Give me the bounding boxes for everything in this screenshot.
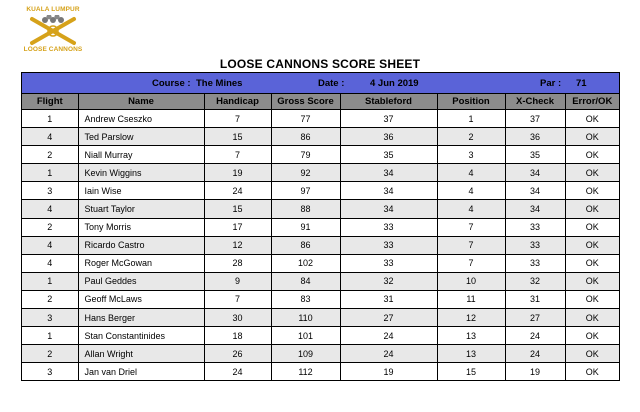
cell-handicap: 24 <box>204 182 271 200</box>
cell-x-check: 33 <box>505 254 565 272</box>
cell-handicap: 7 <box>204 146 271 164</box>
logo-top-text: KUALA LUMPUR <box>26 6 80 13</box>
cell-flight: 3 <box>22 309 78 327</box>
cell-error-ok: OK <box>565 146 619 164</box>
cell-flight: 4 <box>22 128 78 146</box>
cell-handicap: 18 <box>204 327 271 345</box>
table-row <box>22 200 619 218</box>
par-label: Par : <box>540 78 562 89</box>
cell-handicap: 28 <box>204 254 271 272</box>
cell-handicap: 7 <box>204 110 271 128</box>
cell-handicap: 7 <box>204 290 271 308</box>
cell-gross-score: 92 <box>271 164 340 182</box>
cell-error-ok: OK <box>565 236 619 254</box>
score-sheet <box>21 72 620 381</box>
cell-position: 15 <box>437 363 505 381</box>
cell-position: 7 <box>437 254 505 272</box>
cell-error-ok: OK <box>565 182 619 200</box>
cell-x-check: 34 <box>505 182 565 200</box>
cell-x-check: 33 <box>505 218 565 236</box>
cell-error-ok: OK <box>565 290 619 308</box>
cell-x-check: 32 <box>505 272 565 290</box>
cell-handicap: 15 <box>204 200 271 218</box>
cell-flight: 1 <box>22 327 78 345</box>
cell-stableford: 36 <box>340 128 437 146</box>
table-row <box>22 309 619 327</box>
table-row <box>22 236 619 254</box>
cell-position: 7 <box>437 218 505 236</box>
cell-x-check: 36 <box>505 128 565 146</box>
cell-x-check: 27 <box>505 309 565 327</box>
score-table-body <box>22 110 619 381</box>
cell-x-check: 35 <box>505 146 565 164</box>
page-title: LOOSE CANNONS SCORE SHEET <box>219 57 421 71</box>
cell-position: 3 <box>437 146 505 164</box>
cell-position: 4 <box>437 182 505 200</box>
table-row <box>22 254 619 272</box>
cell-name: Stuart Taylor <box>78 200 204 218</box>
cell-stableford: 35 <box>340 146 437 164</box>
cell-handicap: 15 <box>204 128 271 146</box>
cell-error-ok: OK <box>565 110 619 128</box>
cell-stableford: 24 <box>340 327 437 345</box>
cell-flight: 4 <box>22 236 78 254</box>
cell-handicap: 9 <box>204 272 271 290</box>
column-header-handicap: Handicap <box>204 94 271 110</box>
cell-name: Hans Berger <box>78 309 204 327</box>
table-row <box>22 146 619 164</box>
cell-error-ok: OK <box>565 254 619 272</box>
cell-position: 2 <box>437 128 505 146</box>
table-row <box>22 290 619 308</box>
cell-error-ok: OK <box>565 200 619 218</box>
cell-flight: 2 <box>22 290 78 308</box>
cell-error-ok: OK <box>565 128 619 146</box>
cell-handicap: 30 <box>204 309 271 327</box>
cell-stableford: 19 <box>340 363 437 381</box>
cell-gross-score: 110 <box>271 309 340 327</box>
cell-flight: 1 <box>22 164 78 182</box>
cell-stableford: 34 <box>340 182 437 200</box>
cell-position: 1 <box>437 110 505 128</box>
cell-position: 7 <box>437 236 505 254</box>
cell-gross-score: 86 <box>271 128 340 146</box>
cell-stableford: 33 <box>340 254 437 272</box>
cell-flight: 3 <box>22 182 78 200</box>
logo-bottom-text: LOOSE CANNONS <box>23 46 83 53</box>
cell-stableford: 37 <box>340 110 437 128</box>
cell-x-check: 34 <box>505 200 565 218</box>
crossed-cannons-icon <box>28 15 78 47</box>
cell-flight: 1 <box>22 110 78 128</box>
table-row <box>22 218 619 236</box>
cell-stableford: 24 <box>340 345 437 363</box>
cell-error-ok: OK <box>565 327 619 345</box>
cell-position: 10 <box>437 272 505 290</box>
column-header-name: Name <box>78 94 204 110</box>
column-header-flight: Flight <box>22 94 78 110</box>
cell-position: 13 <box>437 327 505 345</box>
cell-error-ok: OK <box>565 164 619 182</box>
cell-gross-score: 97 <box>271 182 340 200</box>
cell-gross-score: 88 <box>271 200 340 218</box>
cell-position: 4 <box>437 200 505 218</box>
cell-name: Geoff McLaws <box>78 290 204 308</box>
table-row <box>22 327 619 345</box>
cell-gross-score: 83 <box>271 290 340 308</box>
column-header-position: Position <box>437 94 505 110</box>
cell-x-check: 19 <box>505 363 565 381</box>
cell-flight: 1 <box>22 272 78 290</box>
cell-x-check: 33 <box>505 236 565 254</box>
cell-flight: 4 <box>22 200 78 218</box>
course-label: Course : <box>152 78 191 89</box>
cell-gross-score: 79 <box>271 146 340 164</box>
cell-name: Kevin Wiggins <box>78 164 204 182</box>
cell-name: Roger McGowan <box>78 254 204 272</box>
cell-gross-score: 86 <box>271 236 340 254</box>
cell-x-check: 37 <box>505 110 565 128</box>
cell-gross-score: 101 <box>271 327 340 345</box>
cell-error-ok: OK <box>565 345 619 363</box>
table-row <box>22 272 619 290</box>
cell-stableford: 34 <box>340 164 437 182</box>
cell-x-check: 24 <box>505 345 565 363</box>
column-header-x-check: X-Check <box>505 94 565 110</box>
cell-stableford: 32 <box>340 272 437 290</box>
cell-position: 11 <box>437 290 505 308</box>
table-row <box>22 363 619 381</box>
column-header-stableford: Stableford <box>340 94 437 110</box>
cell-name: Ted Parslow <box>78 128 204 146</box>
cell-flight: 4 <box>22 254 78 272</box>
cell-gross-score: 112 <box>271 363 340 381</box>
cell-x-check: 24 <box>505 327 565 345</box>
cell-name: Iain Wise <box>78 182 204 200</box>
cell-gross-score: 109 <box>271 345 340 363</box>
club-logo <box>20 6 86 54</box>
cell-x-check: 34 <box>505 164 565 182</box>
cell-position: 4 <box>437 164 505 182</box>
cell-name: Ricardo Castro <box>78 236 204 254</box>
cell-handicap: 19 <box>204 164 271 182</box>
cell-stableford: 31 <box>340 290 437 308</box>
cell-handicap: 26 <box>204 345 271 363</box>
date-label: Date : <box>318 78 345 89</box>
cell-error-ok: OK <box>565 272 619 290</box>
column-header-gross-score: Gross Score <box>271 94 340 110</box>
cell-name: Allan Wright <box>78 345 204 363</box>
table-row <box>22 128 619 146</box>
column-header-error-ok: Error/OK <box>565 94 619 110</box>
table-row <box>22 110 619 128</box>
cell-stableford: 33 <box>340 236 437 254</box>
cell-name: Paul Geddes <box>78 272 204 290</box>
cell-error-ok: OK <box>565 363 619 381</box>
cell-gross-score: 91 <box>271 218 340 236</box>
cell-handicap: 12 <box>204 236 271 254</box>
date-value: 4 Jun 2019 <box>370 78 419 89</box>
table-row <box>22 182 619 200</box>
cell-stableford: 27 <box>340 309 437 327</box>
cell-position: 13 <box>437 345 505 363</box>
cell-gross-score: 77 <box>271 110 340 128</box>
cell-stableford: 33 <box>340 218 437 236</box>
cell-name: Jan van Driel <box>78 363 204 381</box>
cell-name: Tony Morris <box>78 218 204 236</box>
cell-error-ok: OK <box>565 309 619 327</box>
table-row <box>22 345 619 363</box>
cell-error-ok: OK <box>565 218 619 236</box>
cell-handicap: 17 <box>204 218 271 236</box>
cell-name: Niall Murray <box>78 146 204 164</box>
course-info-bar <box>22 73 619 94</box>
cell-flight: 2 <box>22 345 78 363</box>
cell-flight: 2 <box>22 218 78 236</box>
cell-gross-score: 102 <box>271 254 340 272</box>
cell-handicap: 24 <box>204 363 271 381</box>
table-row <box>22 164 619 182</box>
course-value: The Mines <box>196 78 243 89</box>
cell-gross-score: 84 <box>271 272 340 290</box>
cell-position: 12 <box>437 309 505 327</box>
par-value: 71 <box>576 78 587 89</box>
cell-flight: 3 <box>22 363 78 381</box>
header-row <box>22 94 619 110</box>
cell-name: Stan Constantinides <box>78 327 204 345</box>
score-table <box>22 94 619 380</box>
cell-flight: 2 <box>22 146 78 164</box>
cell-x-check: 31 <box>505 290 565 308</box>
cell-stableford: 34 <box>340 200 437 218</box>
cell-name: Andrew Cseszko <box>78 110 204 128</box>
